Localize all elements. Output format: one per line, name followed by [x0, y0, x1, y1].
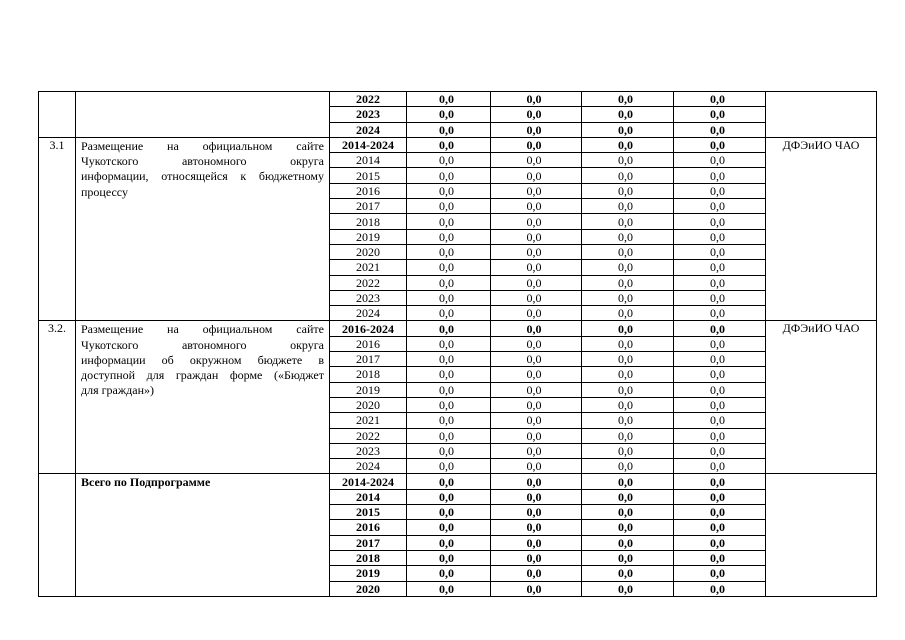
table-row: [39, 474, 877, 489]
item-description: [76, 321, 330, 474]
value-cell: 0,0: [674, 459, 766, 474]
value-cell: 0,0: [491, 275, 582, 290]
value-cell: 0,0: [674, 336, 766, 351]
year-cell: 2023: [330, 290, 407, 305]
item-description: Всего по Подпрограмме: [76, 474, 330, 596]
value-cell: 0,0: [674, 260, 766, 275]
item-number: [39, 474, 76, 596]
year-cell: 2024: [330, 306, 407, 321]
year-cell: 2019: [330, 382, 407, 397]
value-cell: 0,0: [582, 122, 674, 137]
year-cell: 2018: [330, 214, 407, 229]
value-cell: 0,0: [407, 413, 491, 428]
year-cell: 2014-2024: [330, 137, 407, 152]
value-cell: 0,0: [674, 413, 766, 428]
value-cell: 0,0: [674, 290, 766, 305]
value-cell: 0,0: [674, 229, 766, 244]
value-cell: 0,0: [582, 397, 674, 412]
value-cell: 0,0: [407, 382, 491, 397]
value-cell: 0,0: [674, 306, 766, 321]
value-cell: 0,0: [674, 520, 766, 535]
year-cell: 2016: [330, 336, 407, 351]
value-cell: 0,0: [582, 535, 674, 550]
executor-cell: [766, 92, 877, 138]
description-line: доступной для граждан форме («Бюджет: [81, 368, 324, 383]
value-cell: 0,0: [491, 92, 582, 107]
value-cell: 0,0: [407, 367, 491, 382]
year-cell: 2014: [330, 153, 407, 168]
value-cell: 0,0: [407, 428, 491, 443]
value-cell: 0,0: [582, 275, 674, 290]
value-cell: 0,0: [491, 153, 582, 168]
value-cell: 0,0: [491, 566, 582, 581]
value-cell: 0,0: [582, 566, 674, 581]
value-cell: 0,0: [674, 199, 766, 214]
value-cell: 0,0: [582, 474, 674, 489]
value-cell: 0,0: [582, 199, 674, 214]
value-cell: 0,0: [491, 535, 582, 550]
value-cell: 0,0: [582, 290, 674, 305]
value-cell: 0,0: [407, 535, 491, 550]
year-cell: 2019: [330, 229, 407, 244]
value-cell: 0,0: [491, 459, 582, 474]
year-cell: 2019: [330, 566, 407, 581]
table-body: [39, 92, 877, 597]
value-cell: 0,0: [582, 153, 674, 168]
item-description: [76, 92, 330, 138]
year-cell: 2017: [330, 535, 407, 550]
value-cell: 0,0: [407, 474, 491, 489]
year-cell: 2021: [330, 413, 407, 428]
table-row: [39, 92, 877, 107]
description-line: Размещение на официальном сайте: [81, 138, 324, 153]
value-cell: 0,0: [674, 214, 766, 229]
executor-cell: ДФЭиИО ЧАО: [766, 321, 877, 474]
value-cell: 0,0: [407, 107, 491, 122]
value-cell: 0,0: [674, 107, 766, 122]
value-cell: 0,0: [407, 229, 491, 244]
value-cell: 0,0: [582, 443, 674, 458]
value-cell: 0,0: [407, 214, 491, 229]
value-cell: 0,0: [491, 397, 582, 412]
value-cell: 0,0: [582, 413, 674, 428]
value-cell: 0,0: [407, 581, 491, 596]
year-cell: 2018: [330, 550, 407, 565]
value-cell: 0,0: [407, 505, 491, 520]
value-cell: 0,0: [582, 505, 674, 520]
value-cell: 0,0: [582, 229, 674, 244]
value-cell: 0,0: [674, 474, 766, 489]
executor-cell: [766, 474, 877, 596]
value-cell: 0,0: [491, 413, 582, 428]
value-cell: 0,0: [582, 260, 674, 275]
value-cell: 0,0: [582, 336, 674, 351]
value-cell: 0,0: [491, 474, 582, 489]
value-cell: 0,0: [407, 275, 491, 290]
year-cell: 2014: [330, 489, 407, 504]
value-cell: 0,0: [674, 183, 766, 198]
value-cell: 0,0: [582, 550, 674, 565]
value-cell: 0,0: [674, 505, 766, 520]
value-cell: 0,0: [491, 122, 582, 137]
value-cell: 0,0: [407, 321, 491, 336]
value-cell: 0,0: [491, 321, 582, 336]
value-cell: 0,0: [582, 306, 674, 321]
value-cell: 0,0: [674, 122, 766, 137]
value-cell: 0,0: [674, 581, 766, 596]
value-cell: 0,0: [407, 489, 491, 504]
value-cell: 0,0: [491, 137, 582, 152]
value-cell: 0,0: [674, 352, 766, 367]
value-cell: 0,0: [407, 459, 491, 474]
value-cell: 0,0: [407, 137, 491, 152]
value-cell: 0,0: [407, 260, 491, 275]
value-cell: 0,0: [491, 229, 582, 244]
value-cell: 0,0: [491, 505, 582, 520]
value-cell: 0,0: [582, 92, 674, 107]
value-cell: 0,0: [491, 168, 582, 183]
description-line: Чукотского автономного округа: [81, 154, 324, 169]
year-cell: 2014-2024: [330, 474, 407, 489]
year-cell: 2023: [330, 443, 407, 458]
value-cell: 0,0: [491, 183, 582, 198]
value-cell: 0,0: [407, 122, 491, 137]
value-cell: 0,0: [491, 489, 582, 504]
value-cell: 0,0: [407, 290, 491, 305]
value-cell: 0,0: [407, 306, 491, 321]
value-cell: 0,0: [582, 137, 674, 152]
value-cell: 0,0: [674, 168, 766, 183]
value-cell: 0,0: [491, 336, 582, 351]
value-cell: 0,0: [674, 535, 766, 550]
value-cell: 0,0: [491, 550, 582, 565]
year-cell: 2022: [330, 428, 407, 443]
value-cell: 0,0: [491, 581, 582, 596]
value-cell: 0,0: [582, 520, 674, 535]
year-cell: 2015: [330, 505, 407, 520]
value-cell: 0,0: [491, 214, 582, 229]
year-cell: 2017: [330, 199, 407, 214]
value-cell: 0,0: [491, 260, 582, 275]
value-cell: 0,0: [674, 321, 766, 336]
value-cell: 0,0: [582, 382, 674, 397]
value-cell: 0,0: [491, 244, 582, 259]
value-cell: 0,0: [491, 520, 582, 535]
value-cell: 0,0: [491, 290, 582, 305]
value-cell: 0,0: [674, 550, 766, 565]
value-cell: 0,0: [407, 352, 491, 367]
value-cell: 0,0: [674, 443, 766, 458]
value-cell: 0,0: [407, 183, 491, 198]
item-description: [76, 137, 330, 321]
value-cell: 0,0: [674, 566, 766, 581]
value-cell: 0,0: [407, 153, 491, 168]
value-cell: 0,0: [674, 489, 766, 504]
value-cell: 0,0: [491, 352, 582, 367]
value-cell: 0,0: [407, 168, 491, 183]
year-cell: 2020: [330, 244, 407, 259]
value-cell: 0,0: [674, 382, 766, 397]
table-row: [39, 137, 877, 152]
value-cell: 0,0: [674, 428, 766, 443]
value-cell: 0,0: [491, 306, 582, 321]
value-cell: 0,0: [674, 92, 766, 107]
year-cell: 2021: [330, 260, 407, 275]
value-cell: 0,0: [491, 443, 582, 458]
value-cell: 0,0: [674, 397, 766, 412]
year-cell: 2024: [330, 459, 407, 474]
value-cell: 0,0: [582, 107, 674, 122]
value-cell: 0,0: [582, 183, 674, 198]
year-cell: 2020: [330, 581, 407, 596]
description-line: Размещение на официальном сайте: [81, 322, 324, 337]
description-line: информации об окружном бюджете в: [81, 352, 324, 367]
budget-table: [38, 91, 877, 597]
value-cell: 0,0: [582, 244, 674, 259]
value-cell: 0,0: [582, 367, 674, 382]
value-cell: 0,0: [407, 520, 491, 535]
value-cell: 0,0: [674, 275, 766, 290]
value-cell: 0,0: [407, 397, 491, 412]
year-cell: 2018: [330, 367, 407, 382]
value-cell: 0,0: [582, 428, 674, 443]
value-cell: 0,0: [491, 367, 582, 382]
year-cell: 2023: [330, 107, 407, 122]
item-number: 3.1: [39, 137, 76, 321]
value-cell: 0,0: [582, 459, 674, 474]
value-cell: 0,0: [491, 382, 582, 397]
value-cell: 0,0: [674, 367, 766, 382]
description-line: Чукотского автономного округа: [81, 337, 324, 352]
value-cell: 0,0: [407, 443, 491, 458]
value-cell: 0,0: [582, 489, 674, 504]
value-cell: 0,0: [407, 566, 491, 581]
year-cell: 2016: [330, 183, 407, 198]
year-cell: 2022: [330, 92, 407, 107]
year-cell: 2016-2024: [330, 321, 407, 336]
executor-cell: ДФЭиИО ЧАО: [766, 137, 877, 321]
value-cell: 0,0: [674, 244, 766, 259]
value-cell: 0,0: [674, 137, 766, 152]
year-cell: 2015: [330, 168, 407, 183]
value-cell: 0,0: [491, 107, 582, 122]
year-cell: 2017: [330, 352, 407, 367]
value-cell: 0,0: [407, 199, 491, 214]
value-cell: 0,0: [407, 244, 491, 259]
value-cell: 0,0: [407, 92, 491, 107]
value-cell: 0,0: [582, 321, 674, 336]
item-number: 3.2.: [39, 321, 76, 474]
value-cell: 0,0: [582, 581, 674, 596]
value-cell: 0,0: [491, 199, 582, 214]
description-line: информации, относящейся к бюджетному: [81, 169, 324, 184]
year-cell: 2020: [330, 397, 407, 412]
description-line: процессу: [81, 184, 128, 199]
item-number: [39, 92, 76, 138]
year-cell: 2022: [330, 275, 407, 290]
description-line: для граждан»): [81, 383, 155, 398]
year-cell: 2024: [330, 122, 407, 137]
value-cell: 0,0: [407, 550, 491, 565]
value-cell: 0,0: [491, 428, 582, 443]
value-cell: 0,0: [674, 153, 766, 168]
value-cell: 0,0: [407, 336, 491, 351]
table-row: [39, 321, 877, 336]
value-cell: 0,0: [582, 352, 674, 367]
year-cell: 2016: [330, 520, 407, 535]
value-cell: 0,0: [582, 168, 674, 183]
value-cell: 0,0: [582, 214, 674, 229]
